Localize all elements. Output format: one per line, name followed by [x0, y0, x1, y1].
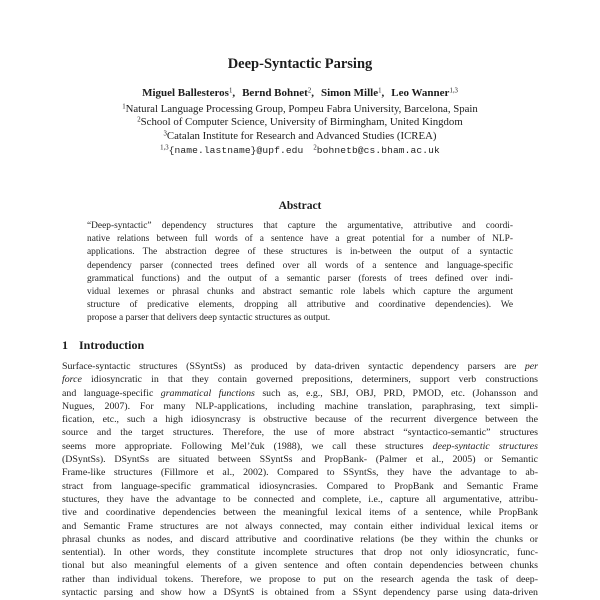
text-run: per — [524, 360, 538, 372]
text-run: grammatical functions) and the output of a semantic parser (forests of trees defined over indi- — [87, 273, 513, 284]
text-line — [62, 373, 538, 386]
text-run: deep-syntactic structures — [432, 440, 538, 452]
text-line — [87, 273, 513, 286]
text-run: and Semantic Frame structures are not always connected, may contain either individual lexical items or — [62, 520, 538, 532]
text-line — [62, 440, 538, 453]
text-run: “Deep-syntactic” dependency structures that capture the argumentative, attributive and coordi- — [87, 221, 513, 232]
text-run: seems more appropriate. Following Mel’čuk (1988), we call these structures — [62, 440, 433, 452]
email-line — [62, 144, 538, 157]
text-run: sentential). In other words, they constitute incomplete structures that drop not only idiosyncratic, func- — [62, 547, 538, 559]
text-line — [87, 312, 513, 325]
text-run: idiosyncratic in that they contain governed prepositions, determiners, support verb constructions — [81, 374, 538, 386]
text-line — [62, 413, 538, 426]
author-name: Miguel Ballesteros — [142, 87, 229, 99]
text-run: Nugues, 2007). For many NLP-applications, including machine translation, paraphrasing, text simpli- — [62, 400, 538, 412]
author-line — [62, 87, 538, 100]
text-line — [62, 360, 538, 373]
introduction-paragraph — [62, 360, 538, 599]
text-line — [62, 586, 538, 599]
text-run: dependency parser (connected trees defined over all words of a sentence and language-specific — [87, 260, 513, 271]
affiliation-text: School of Computer Science, University of Birmingham, United Kingdom — [140, 116, 463, 129]
email — [160, 145, 303, 156]
author-name: Simon Mille — [320, 87, 379, 99]
affiliation-line — [62, 130, 538, 143]
text-run: tional but also meaningful elements of a given sentence and often contain dependencies between chunks — [62, 560, 538, 572]
email — [313, 145, 439, 156]
text-run: stract from language-specific grammatical idiosyncrasies. Compared to PropBank and Semantic Frame — [62, 480, 538, 492]
author-affiliation-marker: 1 — [378, 87, 382, 95]
text-line — [62, 533, 538, 546]
text-run: fication, etc., such a high idiosyncrasy is obstructive because of the recurrent divergence between the — [62, 414, 538, 426]
affiliation-line — [62, 103, 538, 116]
affiliation-line — [62, 116, 538, 129]
text-line — [62, 520, 538, 533]
text-line — [87, 286, 513, 299]
author-affiliation-marker: 1,3 — [449, 87, 458, 95]
text-run: phrasal chunks as nodes, and discard attributive and coordinative relations (be they within the chunks or — [62, 533, 538, 545]
abstract-body — [87, 220, 513, 325]
text-line — [87, 260, 513, 273]
section-title: Introduction — [79, 337, 145, 352]
author — [391, 87, 458, 99]
author-separator: , — [311, 87, 314, 99]
text-run: Surface-syntactic structures (SSyntSs) as produced by data-driven syntactic dependency parsers are — [62, 360, 525, 372]
email-address: bohnetb@cs.bham.ac.uk — [316, 145, 440, 157]
text-run: grammatical functions — [160, 387, 255, 399]
text-line — [87, 246, 513, 259]
section-number: 1 — [62, 337, 68, 352]
author-name: Leo Wanner — [391, 87, 450, 99]
text-run: source and the target structures. Therefore, the use of more abstract “syntactico-semantic” structures — [62, 427, 538, 439]
email-affiliation-marker: 2 — [313, 144, 317, 152]
text-line — [87, 299, 513, 312]
affiliations-block — [62, 103, 538, 143]
text-line — [62, 426, 538, 439]
text-run: tive and coordinative dependencies between the meaningful lexical items of a sentence, while PropBank — [62, 507, 538, 519]
text-line — [62, 387, 538, 400]
text-line — [62, 466, 538, 479]
section-1-heading — [62, 338, 538, 353]
paper-title: Deep-Syntactic Parsing — [227, 56, 373, 72]
text-line — [62, 493, 538, 506]
text-line — [62, 480, 538, 493]
text-run: structure of predicative elements, dropping all attributive and coordinative dependencies). We — [87, 299, 513, 310]
text-run: Frame-like structures (Fillmore et al., 2002). Compared to SSyntSs, they have the advantage to ab- — [62, 467, 538, 479]
text-line — [62, 400, 538, 413]
text-run: syntactic parsing and show how a DSyntS is obtained from a SSynt dependency parse using data-driven — [62, 587, 538, 599]
text-run: propose a parser that delivers deep syntactic structures as output. — [87, 312, 331, 323]
author — [242, 87, 314, 99]
text-line — [87, 220, 513, 233]
author — [321, 87, 384, 99]
author-separator: , — [232, 87, 236, 99]
text-run: stuctures, they have the advantage to be connected and complete, i.e., capture all argumentative, attribu- — [62, 493, 538, 505]
text-line — [62, 506, 538, 519]
text-line — [62, 559, 538, 572]
text-line — [62, 546, 538, 559]
text-run: force — [62, 374, 82, 386]
affiliation-marker: 3 — [163, 130, 167, 138]
text-run: applications. The abstraction degree of these structures is in-between the output of a syntactic — [87, 247, 513, 258]
text-line — [62, 453, 538, 466]
email-address: {name.lastname}@upf.edu — [168, 145, 304, 157]
author — [142, 87, 235, 99]
affiliation-text: Natural Language Processing Group, Pompeu Fabra University, Barcelona, Spain — [125, 103, 478, 115]
text-line — [62, 573, 538, 586]
text-run: rather than individual tokens. Therefore, we propose to put on the research agenda the task of deep- — [62, 573, 538, 585]
abstract-heading: Abstract — [278, 200, 322, 213]
affiliation-text: Catalan Institute for Research and Advanced Studies (ICREA) — [166, 129, 437, 142]
text-run: such as, e.g., SBJ, OBJ, PRD, PMOD, etc. (Johansson and — [254, 387, 538, 399]
author-name: Bernd Bohnet — [242, 87, 308, 99]
text-run: vidual lexemes or phrasal chunks and abstract semantic role labels which capture the argument — [87, 286, 513, 297]
affiliation-marker: 1 — [122, 103, 126, 111]
email-affiliation-marker: 1,3 — [160, 144, 169, 152]
author-affiliation-marker: 1 — [228, 87, 233, 95]
text-run: and language-specific — [62, 387, 161, 399]
author-affiliation-marker: 2 — [307, 87, 312, 95]
text-run: (DSyntSs). DSyntSs are situated between SSyntSs and PropBank- (Palmer et al., 2005) or Semantic — [62, 454, 538, 466]
author-separator: , — [381, 87, 385, 99]
affiliation-marker: 2 — [137, 116, 141, 124]
text-line — [87, 233, 513, 246]
text-run: native relations between full words of a sentence have a great potential for a number of NLP- — [87, 234, 513, 245]
